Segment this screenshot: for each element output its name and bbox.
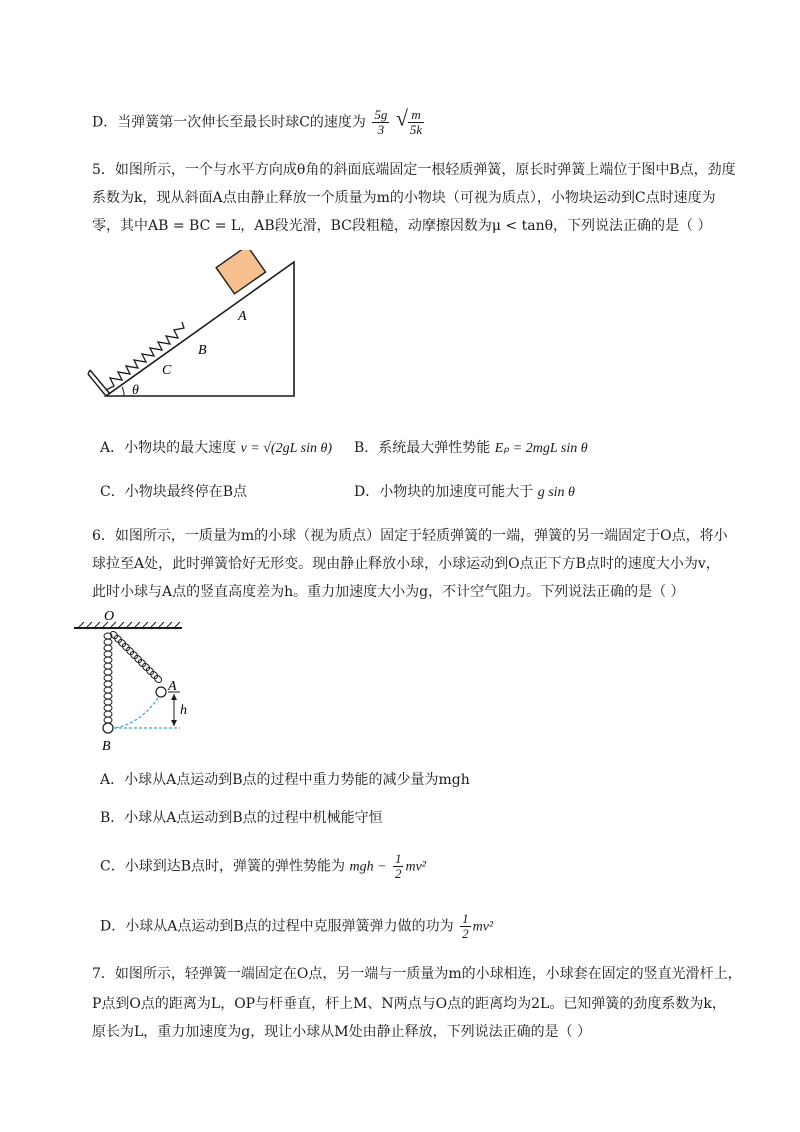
q5-option-a: A．小物块的最大速度 v = √(2gL sin θ) xyxy=(100,440,332,456)
q5-option-b: B．系统最大弹性势能 Eₚ = 2mgL sin θ xyxy=(354,440,588,456)
q7-stem-line1: 7．如图所示，轻弹簧一端固定在O点，另一端与一质量为m的小球相连，小球套在固定的竖直光滑杆上， xyxy=(92,966,742,982)
q6-stem-line1: 6．如图所示，一质量为m的小球（视为质点）固定于轻质弹簧的一端，弹簧的另一端固定于O点，将小 xyxy=(92,528,728,544)
q6-option-c: C．小球到达B点时，弹簧的弹性势能为 mgh − $\frac{1}{2}$ mv² xyxy=(100,851,426,881)
q4-option-d-sqrt: √ $\frac{m}{5k}$ xyxy=(395,105,423,137)
q4-option-d-text: D．当弹簧第一次伸长至最长时球C的速度为 xyxy=(92,114,366,131)
q6-option-d-fraction: $\frac{1}{2}$ xyxy=(462,911,469,941)
q5-label-a: A xyxy=(238,309,247,324)
q7-stem-line3: 原长为L，重力加速度为g，现让小球从M处由静止释放，下列说法正确的是（ ） xyxy=(92,1024,592,1040)
q6-trajectory xyxy=(114,698,158,728)
q5-stem-line2: 系数为k，现从斜面A点由静止释放一个质量为m的小物块（可视为质点），小物块运动到C点时速度为 xyxy=(92,190,716,206)
q5-option-b-math: Eₚ = 2mgL sin θ xyxy=(494,441,588,456)
q5-stem-line1: 5．如图所示，一个与水平方向成θ角的斜面底端固定一根轻质弹簧，原长时弹簧上端位于图中B点，劲度 xyxy=(92,162,736,178)
q5-label-b: B xyxy=(198,343,207,358)
q6-label-h: h xyxy=(180,703,187,718)
q6-stem-line2: 球拉至A处，此时弹簧恰好无形变。现由静止释放小球，小球运动到O点正下方B点时的速度大小为v， xyxy=(92,556,720,572)
q6-ball-a xyxy=(156,687,166,697)
q6-label-a: A xyxy=(168,679,177,694)
q6-label-o: O xyxy=(104,609,115,624)
q5-option-d: D．小物块的加速度可能大于 g sin θ xyxy=(354,484,575,500)
q7-stem-line2: P点到O点的距离为L，OP与杆垂直，杆上M、N两点与O点的距离均为2L。已知弹簧的劲度系数为k， xyxy=(92,996,726,1012)
q5-option-d-math: g sin θ xyxy=(537,485,575,500)
q4-option-d-fraction: $\frac{5g}{3}$ xyxy=(374,107,388,137)
q6-ball-b xyxy=(103,723,113,733)
q5-incline-figure xyxy=(80,250,310,405)
q6-stem-line3: 此时小球与A点的竖直高度差为h。重力加速度大小为g，不计空气阻力。下列说法正确的是（ ） xyxy=(92,584,685,600)
q6-option-d: D．小球从A点运动到B点的过程中克服弹簧弹力做的功为 $\frac{1}{2}$ mv² xyxy=(100,911,494,941)
q6-spring-figure xyxy=(68,608,198,754)
q6-option-c-fraction: $\frac{1}{2}$ xyxy=(394,851,402,881)
q6-vertical-spring xyxy=(104,633,112,723)
q5-option-a-math: v = √(2gL sin θ) xyxy=(240,441,332,456)
q4-option-d xyxy=(92,105,424,137)
q5-option-c: C．小物块最终停在B点 xyxy=(100,484,247,500)
q6-label-b: B xyxy=(102,739,111,754)
q6-option-b: B．小球从A点运动到B点的过程中机械能守恒 xyxy=(100,810,383,826)
q5-stem-line3: 零，其中AB = BC = L，AB段光滑，BC段粗糙，动摩擦因数为μ < tanθ，下列说法正确的是（ ） xyxy=(92,218,712,234)
q5-label-theta: θ xyxy=(132,383,139,398)
q6-slanted-spring xyxy=(109,630,163,684)
q6-option-a: A．小球从A点运动到B点的过程中重力势能的减少量为mgh xyxy=(100,772,470,788)
q5-label-c: C xyxy=(162,363,172,378)
